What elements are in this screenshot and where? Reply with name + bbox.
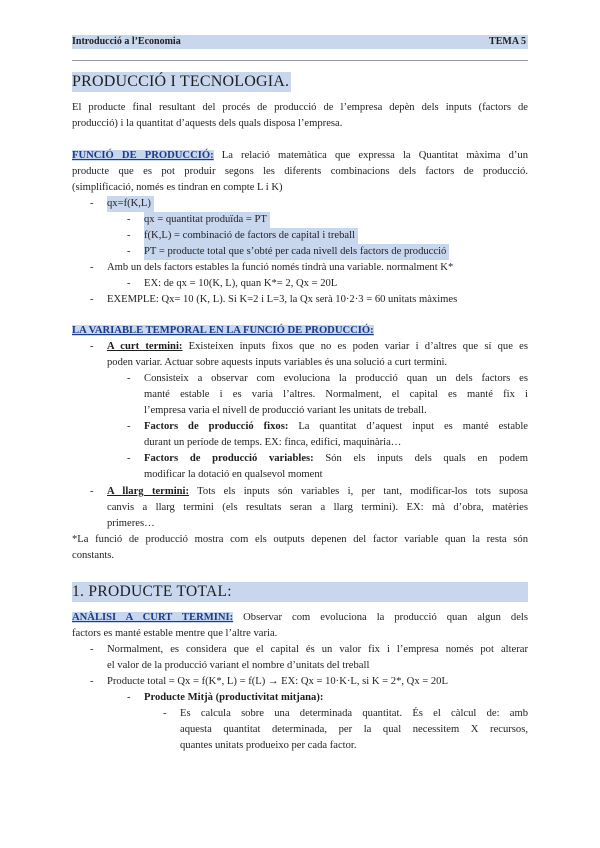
funcio-paragraph-line: (simplificació, només es tindran en compte L i K) bbox=[72, 182, 283, 193]
funcio-heading: FUNCIÓ DE PRODUCCIÓ: bbox=[72, 150, 214, 161]
consisteix-line: manté estable i es varia l’altres. Normalment, el capital es manté fix i bbox=[144, 389, 528, 400]
note-line: *La funció de producció mostra com els outputs depenen del factor variable quan la resta són bbox=[72, 534, 528, 545]
funcio-paragraph-line bbox=[72, 148, 528, 164]
page-title: PRODUCCIÓ I TECNOLOGIA. bbox=[72, 73, 290, 90]
bullet-item: EXEMPLE: Qx= 10 (K, L). Si K=2 i L=3, la Qx serà 10·2·3 = 60 unitats màximes bbox=[107, 294, 458, 305]
total-bullet-line: Producte total = Qx = f(K*, L) = f(L) → EX: Qx = 10·K·L, si K = 2*, Qx = 20L bbox=[107, 676, 448, 687]
analisi-label: ANÀLISI A CURT TERMINI: bbox=[72, 612, 234, 623]
bullet-dash: - bbox=[90, 294, 94, 305]
analisi-line: factors es manté estable mentre que l’altre varia. bbox=[72, 628, 278, 639]
producte-total-heading: 1. PRODUCTE TOTAL: bbox=[72, 582, 528, 602]
curt-label: A curt termini: bbox=[107, 341, 183, 352]
temporal-heading: LA VARIABLE TEMPORAL EN LA FUNCIÓ DE PRODUCCIÓ: bbox=[72, 325, 374, 336]
llarg-line: primeres… bbox=[107, 518, 155, 529]
producte-mitja-label: Producte Mitjà (productivitat mitjana): bbox=[144, 692, 324, 703]
consisteix-line: l’empresa varia el nivell de producció variant les unitats de treball. bbox=[144, 405, 427, 416]
bullet-dash: - bbox=[127, 692, 131, 703]
note-line: constants. bbox=[72, 550, 115, 561]
sub-bullet-item: qx = quantitat produïda = PT bbox=[144, 212, 270, 228]
bullet-item: qx=f(K,L) bbox=[107, 196, 154, 212]
bullet-dash: - bbox=[163, 708, 167, 719]
page-header bbox=[72, 35, 528, 49]
consisteix-line: Consisteix a observar com evoluciona la producció quan un dels factors es bbox=[144, 373, 528, 384]
bullet-dash: - bbox=[90, 644, 94, 655]
bullet-dash: - bbox=[90, 676, 94, 687]
total-bullet-line: el valor de la producció variant el nombre d’unitats del treball bbox=[107, 660, 370, 671]
variables-text: Són els inputs dels quals en podem bbox=[313, 453, 528, 464]
sub-bullet-item: f(K,L) = combinació de factors de capital i treball bbox=[144, 228, 358, 244]
intro-line: producció) i la quantitat d’aquests dels quals disposa l’empresa. bbox=[72, 118, 343, 129]
bullet-dash: - bbox=[127, 373, 131, 384]
bullet-dash: - bbox=[127, 421, 131, 432]
bullet-dash: - bbox=[90, 198, 94, 209]
bullet-dash: - bbox=[127, 246, 131, 257]
fixos-text: La quantitat d’aquest input es manté estable bbox=[288, 421, 528, 432]
producte-mitja-line: quantes unitats produeixo per cada factor. bbox=[180, 740, 357, 751]
producte-mitja-line: aquesta quantitat determinada, per la qual necessitem X recursos, bbox=[180, 724, 528, 735]
llarg-line bbox=[107, 484, 528, 500]
curt-line bbox=[107, 339, 528, 355]
intro-line: El producte final resultant del procés de producció de l’empresa depèn dels inputs (factors de bbox=[72, 102, 528, 113]
llarg-label: A llarg termini: bbox=[107, 486, 190, 497]
bullet-dash: - bbox=[127, 214, 131, 225]
bullet-dash: - bbox=[127, 230, 131, 241]
header-course: Introducció a l’Economia bbox=[72, 36, 181, 47]
funcio-text: La relació matemàtica que expressa la Quantitat màxima d’un bbox=[213, 150, 528, 161]
total-bullet-line: Normalment, es considera que el capital és un valor fix i l’empresa només pot alterar bbox=[107, 644, 528, 655]
fixos-line: durant un període de temps. EX: finca, edifici, maquinària… bbox=[144, 437, 402, 448]
fixos-line bbox=[144, 419, 528, 435]
llarg-text: Tots els inputs són variables i, per tant, modificar-los tots suposa bbox=[189, 486, 529, 497]
variables-label: Factors de producció variables: bbox=[144, 453, 314, 464]
bullet-dash: - bbox=[90, 341, 94, 352]
analisi-text: Observar com evoluciona la producció quan algun dels bbox=[233, 612, 528, 623]
bullet-dash: - bbox=[90, 486, 94, 497]
llarg-line: canvis a llarg termini (els resultats seran a llarg termini). EX: mà d’obra, matèries bbox=[107, 502, 528, 513]
header-topic: TEMA 5 bbox=[489, 36, 526, 47]
fixos-label: Factors de producció fixos: bbox=[144, 421, 289, 432]
sub-bullet-item: PT = producte total que s’obté per cada nivell dels factors de producció bbox=[144, 244, 449, 260]
producte-mitja-line: Es calcula sobre una determinada quantitat. És el càlcul de: amb bbox=[180, 708, 528, 719]
header-divider bbox=[72, 60, 528, 61]
curt-text: Existeixen inputs fixos que no es poden variar i d’altres que sí que es bbox=[182, 341, 528, 352]
bullet-item: Amb un dels factors estables la funció només tindrà una variable. normalment K* bbox=[107, 262, 454, 273]
bullet-dash: - bbox=[127, 278, 131, 289]
temporal-heading-line bbox=[72, 323, 374, 339]
variables-line: modificar la dotació en qualsevol moment bbox=[144, 469, 323, 480]
curt-line: poden variar. Actuar sobre aquests inputs variables és una solució a curt termini. bbox=[107, 357, 448, 368]
bullet-dash: - bbox=[127, 453, 131, 464]
sub-bullet-item: EX: de qx = 10(K, L), quan K*= 2, Qx = 20L bbox=[144, 278, 338, 289]
bullet-dash: - bbox=[90, 262, 94, 273]
funcio-paragraph-line: producte que es pot produir segons les diferents combinacions dels factors de producció. bbox=[72, 166, 528, 177]
variables-line bbox=[144, 451, 528, 467]
analisi-line bbox=[72, 610, 528, 626]
